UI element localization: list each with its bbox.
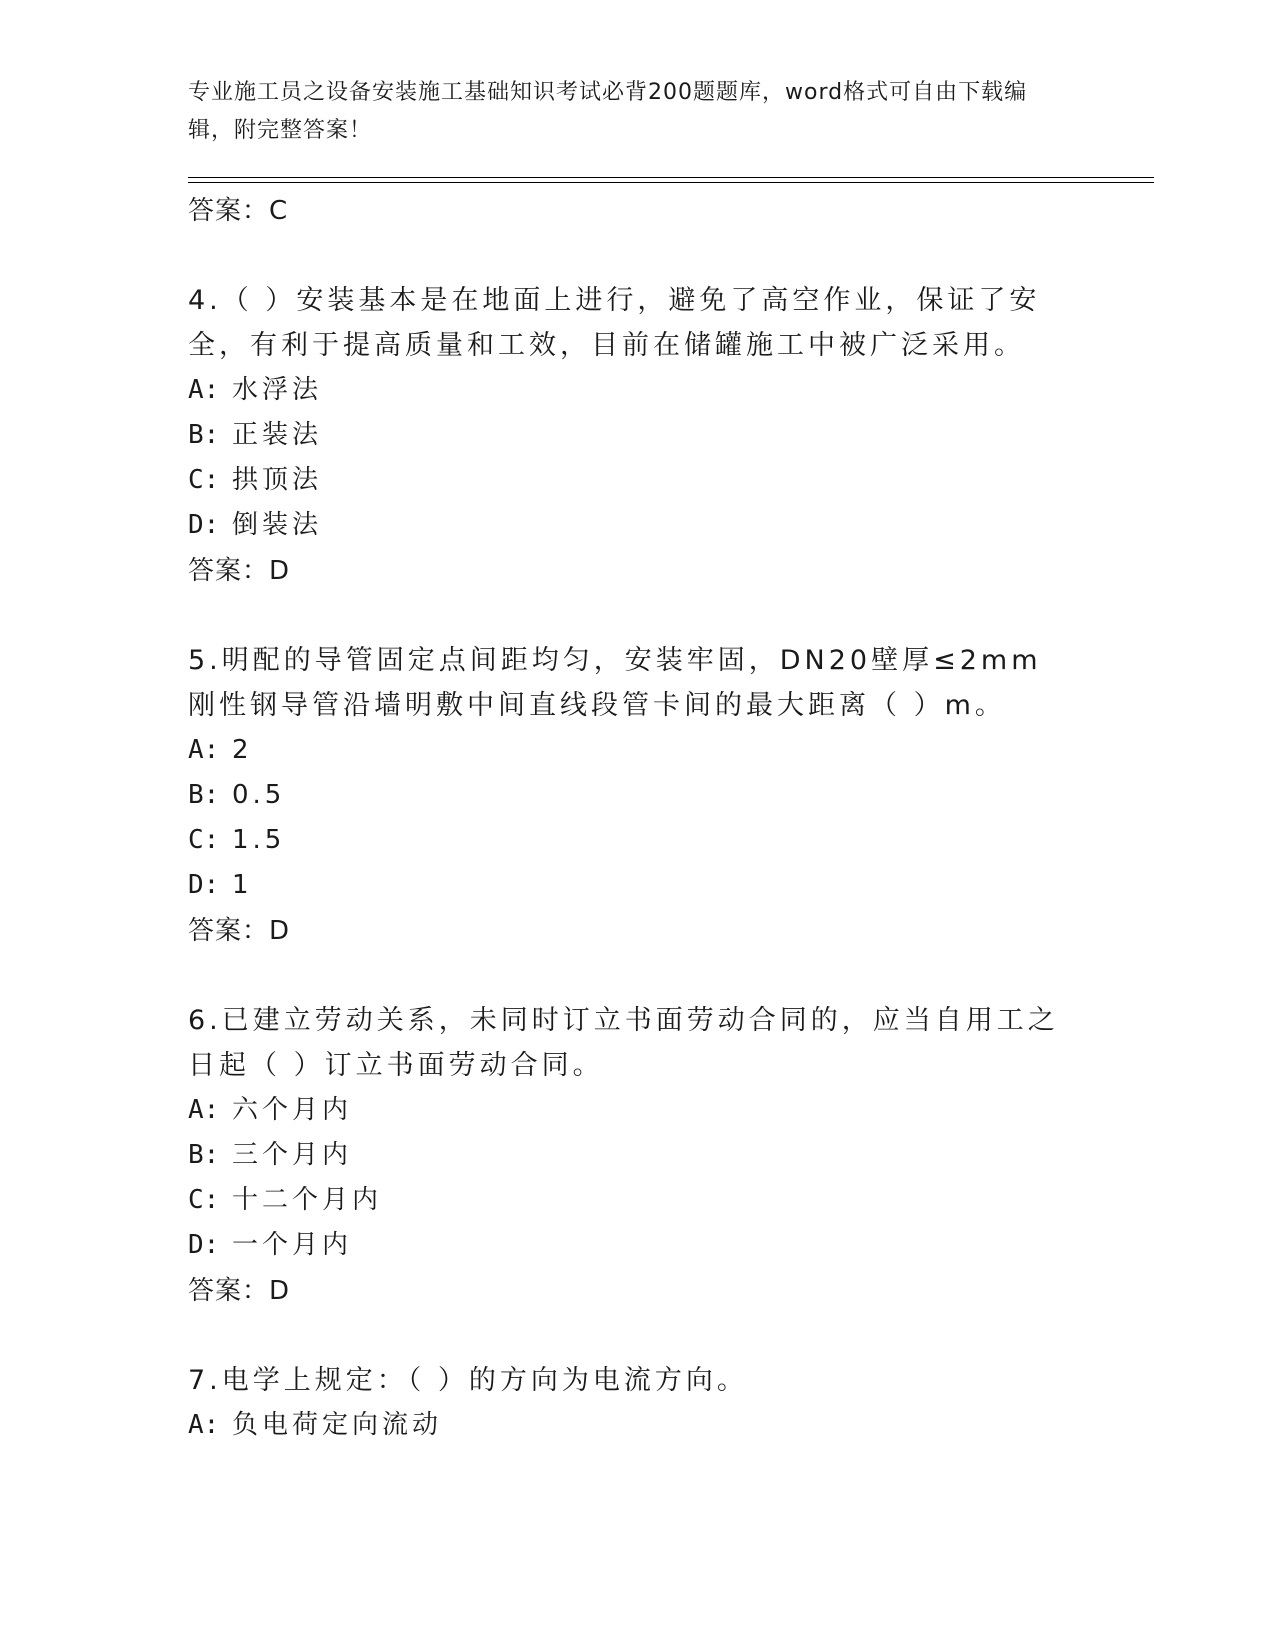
option-text: 2 [232, 735, 253, 765]
option-d [188, 1223, 1088, 1268]
question-list [188, 188, 1088, 1448]
option-text: 倒装法 [232, 510, 323, 540]
option-key: D: [188, 510, 220, 540]
option-b [188, 413, 1088, 458]
question-text: 5.明配的导管固定点间距均匀，安装牢固，DN20壁厚≤2mm刚性钢导管沿墙明敷中间直线段管卡间的最大距离（ ）m。 [188, 645, 1042, 721]
question-text: 7.电学上规定：（ ）的方向为电流方向。 [188, 1365, 748, 1396]
option-a [188, 1088, 1088, 1133]
answer-line [188, 1268, 1088, 1313]
option-text: 水浮法 [232, 375, 323, 405]
option-text: 正装法 [232, 420, 323, 450]
option-text: 1 [232, 870, 253, 900]
option-key: A: [188, 375, 220, 405]
option-a [188, 728, 1088, 773]
answer-line [188, 188, 1088, 233]
header-divider-bottom [188, 182, 1154, 183]
option-c [188, 458, 1088, 503]
option-b [188, 773, 1088, 818]
answer-value: D [269, 555, 291, 586]
option-c [188, 1178, 1088, 1223]
option-key: C: [188, 465, 220, 495]
option-key: C: [188, 1185, 220, 1215]
answer-value: C [269, 195, 289, 226]
option-key: A: [188, 1095, 220, 1125]
option-text: 一个月内 [232, 1230, 353, 1260]
question-text: 4.（ ）安装基本是在地面上进行，避免了高空作业，保证了安全，有利于提高质量和工效，目前在储罐施工中被广泛采用。 [188, 285, 1041, 361]
answer-label: 答案： [188, 1275, 270, 1306]
option-key: B: [188, 1140, 220, 1170]
page-header: 专业施工员之设备安装施工基础知识考试必背200题题库，word格式可自由下载编辑，附完整答案！ [188, 80, 1028, 143]
option-text: 六个月内 [232, 1095, 353, 1125]
answer-label: 答案： [188, 915, 270, 946]
option-text: 拱顶法 [232, 465, 323, 495]
option-text: 1.5 [232, 825, 286, 855]
option-a [188, 1403, 1088, 1448]
option-key: B: [188, 780, 220, 810]
option-c [188, 818, 1088, 863]
option-key: A: [188, 1410, 220, 1440]
option-key: A: [188, 735, 220, 765]
option-key: C: [188, 825, 220, 855]
option-key: D: [188, 1230, 220, 1260]
option-d [188, 503, 1088, 548]
answer-line [188, 908, 1088, 953]
option-text: 十二个月内 [232, 1185, 383, 1215]
option-b [188, 1133, 1088, 1178]
answer-line [188, 548, 1088, 593]
option-key: B: [188, 420, 220, 450]
option-d [188, 863, 1088, 908]
question-text: 6.已建立劳动关系，未同时订立书面劳动合同的，应当自用工之日起（ ）订立书面劳动合同。 [188, 1005, 1059, 1081]
answer-label: 答案： [188, 195, 270, 226]
option-text: 三个月内 [232, 1140, 353, 1170]
answer-value: D [269, 1275, 291, 1306]
option-a [188, 368, 1088, 413]
answer-label: 答案： [188, 555, 270, 586]
answer-value: D [269, 915, 291, 946]
option-key: D: [188, 870, 220, 900]
option-text: 负电荷定向流动 [232, 1410, 443, 1440]
header-divider-top [188, 177, 1154, 178]
option-text: 0.5 [232, 780, 286, 810]
